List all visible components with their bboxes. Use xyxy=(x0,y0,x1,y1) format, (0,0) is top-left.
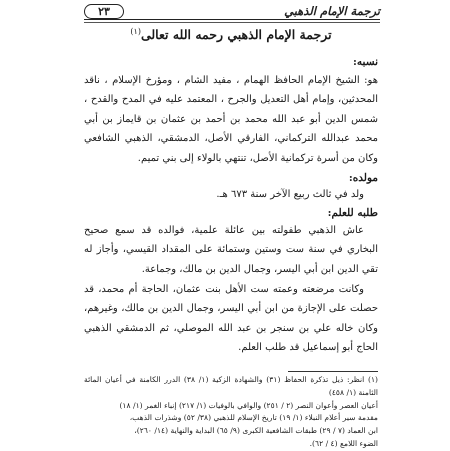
section-heading-lineage: نسبه: xyxy=(353,56,378,69)
paragraph-birth: ولد في ثالث ربيع الآخر سنة ٦٧٣ هـ. xyxy=(216,188,364,200)
chapter-title xyxy=(84,27,378,43)
running-title: ترجمة الإمام الذهبي xyxy=(284,4,380,18)
paragraph-study-1: عاش الذهبي طفولته بين عائلة علمية، فوالده قد سمع صحيح البخاري في سنة ست وستين وستمائة على المقداد القيسي، وأجاز له تقي الدين ابن أبي اليسر، وجمال الدين بن مالك، وجماعة. xyxy=(84,224,378,276)
footnote-line: الضوء اللامع (٤ / ٦٢). xyxy=(309,438,378,448)
footnote-line: أعيان العصر وأعوان النصر (٢ / ٢٥١) والوافي بالوفيات (١/ ٢١٧) إنباء الغمر (١/ ١٨) xyxy=(119,400,378,410)
paragraph-study-2: وكانت مرضعته وعمته ست الأهل بنت عثمان، الحاجة أم محمد، قد حصلت على الإجازة من ابن أبي اليسر، وجمال الدين بن مالك، وغيرهم، وكان خاله علي بن سنجر بن عبد الله الموصلي، ثم الدمشقي الذهبي الحاج أبو إسماعيل قد طلب العلم. xyxy=(84,283,378,354)
section-heading-birth: مولده: xyxy=(348,171,378,184)
footnotes xyxy=(84,374,378,451)
paragraph-lineage: هو: الشيخ الإمام الحافظ الهمام ، مفيد الشام ، ومؤرخ الإسلام ، ناقد المحدثين، وإمام أهل التعديل والجرح ، المعتمد عليه في المدح والقدح ، شمس الدين أبو عبد الله محمد بن أحمد بن عثمان بن قايماز بن أبي محمد عبدالله التركماني، الفارقي الأصل، الدمشقي، الذهبي الشافعي وكان من أسرة تركمانية الأصل، تنتهي بالولاء إلى بني تميم. xyxy=(84,74,378,164)
footnote-line: (١) انظر: ذيل تذكرة الحفاظ (٣١) والشهادة الزكية (١/ ٣٨) الدرر الكامنة في أعيان المائة الثامنة (١/ ٤٥٨) xyxy=(84,375,378,397)
header-rule-fine xyxy=(84,22,380,23)
header-rule xyxy=(84,19,380,20)
page-number-badge: ٢٣ xyxy=(84,4,124,19)
page-body xyxy=(84,27,378,358)
footnote-rule xyxy=(288,371,378,372)
footnote-line: ابن العماد (٧ / ٢٩) طبقات الشافعية الكبرى (٩/ ٦٥) البداية والنهاية (١٤/ ٢٦٠)، xyxy=(134,426,378,436)
section-heading-study: طلبه للعلم: xyxy=(327,206,378,219)
footnote-line: مقدمة سير أعلام النبلاء (١/ ١٩) تاريخ الإسلام للذهبي (٣٨/ ٥٢) وشذرات الذهب، xyxy=(129,413,378,423)
chapter-title-text: ترجمة الإمام الذهبي رحمه الله تعالى xyxy=(140,27,332,43)
running-header xyxy=(84,4,380,20)
footnote-reference[interactable]: (١) xyxy=(130,27,141,36)
